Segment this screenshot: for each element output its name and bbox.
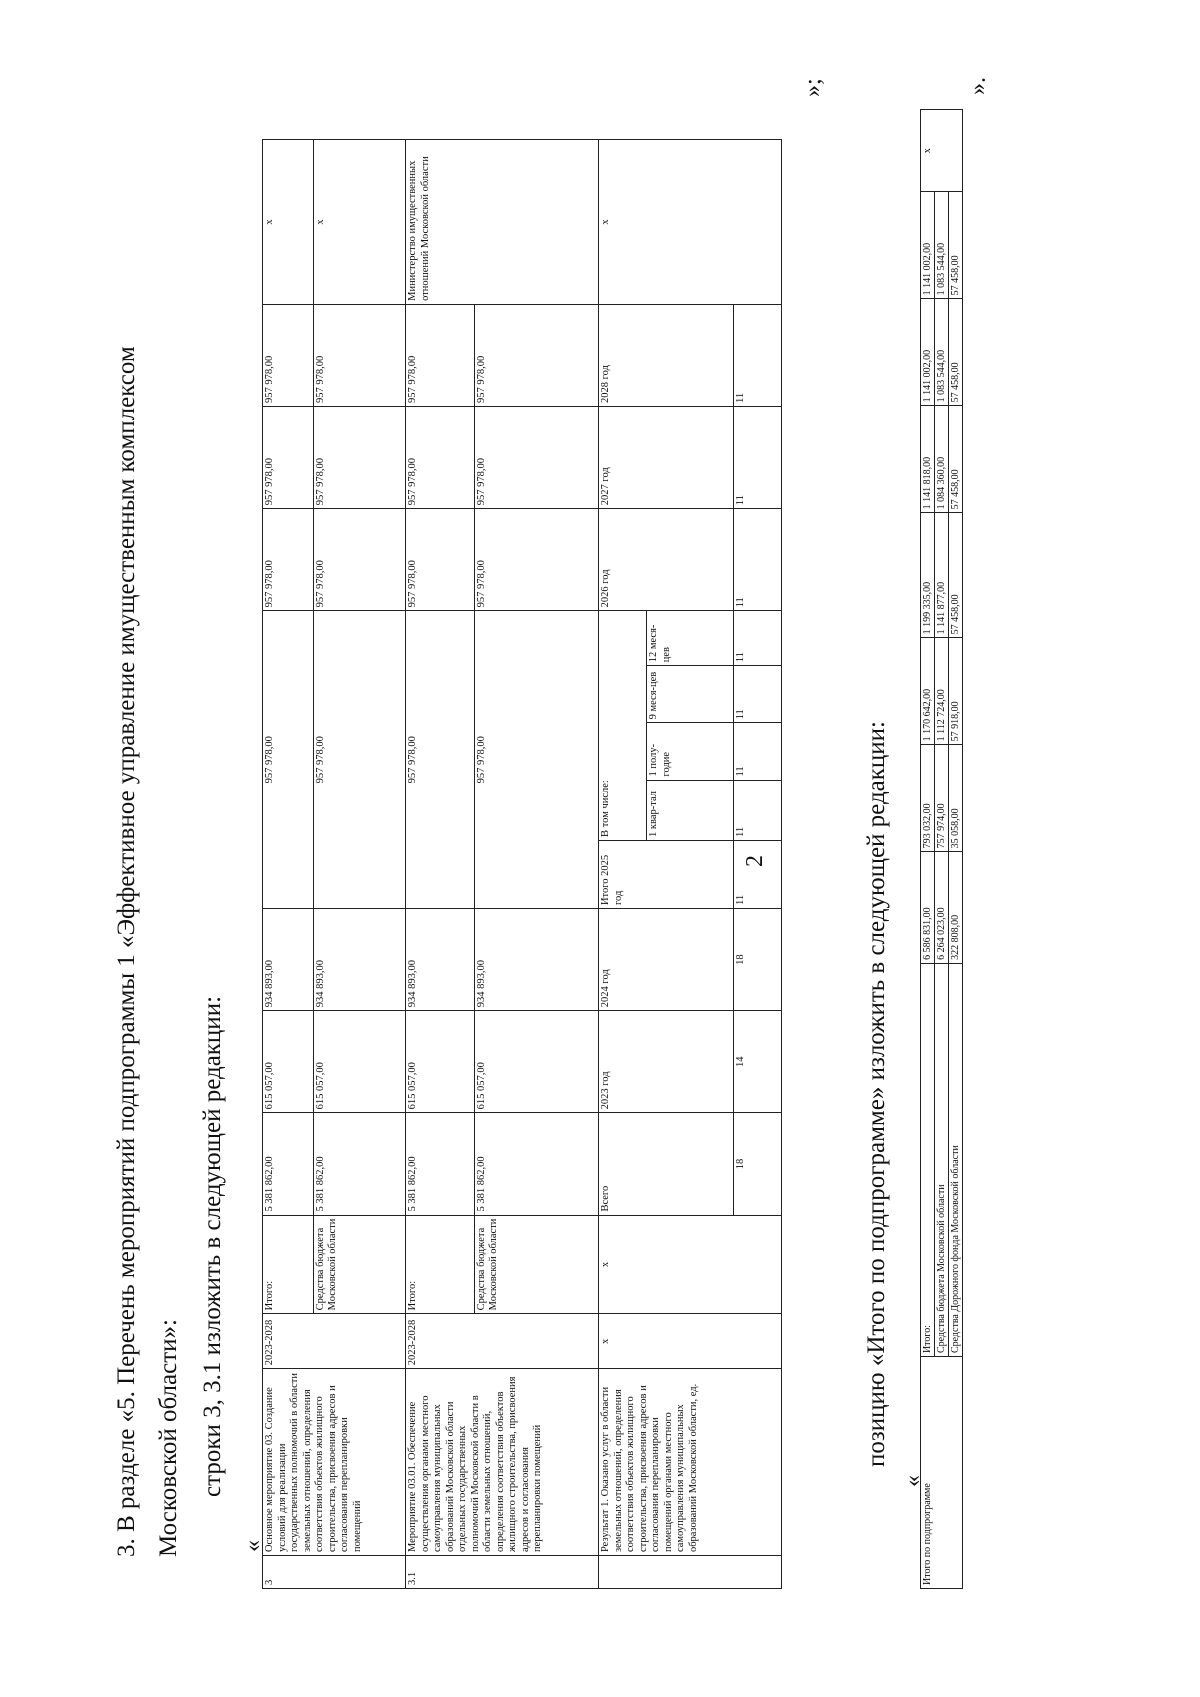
close-quote-2: ». [965, 77, 991, 95]
summary-cell: 757 974,00 [935, 745, 949, 852]
summary-cell: 322 808,00 [949, 852, 963, 964]
value-2026: 11 [733, 509, 781, 611]
cell-2027: 957 978,00 [313, 407, 405, 509]
cell-2025: 957 978,00 [406, 611, 475, 909]
cell-2028: 957 978,00 [474, 304, 598, 406]
cell-2023: 615 057,00 [406, 1011, 475, 1113]
result-source-x: x [599, 1215, 782, 1314]
value-2024: 18 [733, 909, 781, 1011]
summary-cell: 57 458,00 [949, 513, 963, 638]
section-heading-line1: 3. В разделе «5. Перечень мероприятий подпрограммы 1 «Эффективное управление имущественным комплексом [113, 346, 140, 1557]
table-row [263, 140, 314, 1589]
summary-cell: 1 083 544,00 [935, 192, 949, 299]
cell-2025: 957 978,00 [263, 611, 314, 909]
summary-cell: 1 141 002,00 [921, 299, 935, 406]
summary-table [920, 109, 963, 1589]
summary-cell: 1 083 544,00 [935, 299, 949, 406]
value-2023: 14 [733, 1011, 781, 1113]
cell-x: x [313, 140, 405, 305]
table-row [406, 140, 475, 1589]
summary-cell: 1 141 877,00 [935, 513, 949, 638]
row-number: 3 [263, 1556, 406, 1589]
cell-2023: 615 057,00 [313, 1011, 405, 1113]
instruction-summary: позицию «Итого по подпрограмме» изложить в следующей редакции: [863, 721, 890, 1467]
header-m9: 9 меся-цев [647, 666, 734, 723]
summary-cell: 6 586 831,00 [921, 852, 935, 964]
summary-cell: 57 458,00 [949, 406, 963, 513]
close-quote-1: »; [800, 78, 826, 97]
summary-cell: 6 264 023,00 [935, 852, 949, 964]
responsible: Министерство имущественных отношений Московской области [406, 140, 599, 305]
table-row [599, 140, 647, 1589]
section-heading-line2: Московской области»: [155, 1319, 182, 1557]
measure-name: Мероприятие 03.01. Обеспечение осуществления органами местного самоуправления муниципальных образований Московской области отдельных государственных полномочий Московской области в области земельных отношений, определения соответствия объектов жилищного строительства, присвоения адресов и согласования перепланировки помещений [406, 1369, 599, 1556]
cell-2027: 957 978,00 [406, 407, 475, 509]
cell-2027: 957 978,00 [263, 407, 314, 509]
header-h1: 1 полу-годие [647, 723, 734, 780]
source-total: Итого: [263, 1215, 314, 1314]
summary-cell: 1 199 335,00 [921, 513, 935, 638]
summary-cell: 1 170 642,00 [921, 638, 935, 745]
summary-cell: 57 458,00 [949, 299, 963, 406]
cell-2026: 957 978,00 [313, 509, 405, 611]
summary-cell: 1 141 002,00 [921, 192, 935, 299]
cell-2024: 934 893,00 [313, 909, 405, 1011]
summary-cell: 1 112 724,00 [935, 638, 949, 745]
cell-2024: 934 893,00 [474, 909, 598, 1011]
open-quote-1: « [240, 1540, 266, 1552]
header-2024: 2024 год [599, 909, 734, 1011]
summary-cell: 1 141 818,00 [921, 406, 935, 513]
header-q1: 1 квар-тал [647, 780, 734, 840]
summary-cell: 57 458,00 [949, 192, 963, 299]
summary-label: Итого по подпрограмме [921, 1357, 963, 1589]
cell-2023: 615 057,00 [474, 1011, 598, 1113]
summary-source: Итого: [921, 963, 935, 1356]
value-2025: 11 [733, 840, 781, 908]
value-h1: 11 [733, 723, 781, 780]
measure-name: Основное мероприятие 03. Создание условий для реализации государственных полномочий в области земельных отношений, определения соответствия объектов жилищного строительства, присвоения адресов и согласования перепланировки помещений [263, 1369, 406, 1556]
row-number: 3.1 [406, 1556, 599, 1589]
value-2027: 11 [733, 407, 781, 509]
summary-source: Средства Дорожного фонда Московской области [949, 963, 963, 1356]
period: 2023-2028 [263, 1314, 406, 1369]
cell-2026: 957 978,00 [474, 509, 598, 611]
result-period-x: x [599, 1314, 782, 1369]
source-budget: Средства бюджета Московской области [474, 1215, 598, 1314]
instruction-rows: строки 3, 3.1 изложить в следующей редакции: [199, 995, 226, 1497]
header-incl: В том числе: [599, 611, 647, 841]
cell-2024: 934 893,00 [406, 909, 475, 1011]
value-m9: 11 [733, 666, 781, 723]
header-2028: 2028 год [599, 304, 734, 406]
header-2023: 2023 год [599, 1011, 734, 1113]
cell-x: x [263, 140, 314, 305]
cell-total: 5 381 862,00 [474, 1113, 598, 1215]
cell-2028: 957 978,00 [313, 304, 405, 406]
header-total: Всего [599, 1113, 734, 1215]
value-2028: 11 [733, 304, 781, 406]
value-m12: 11 [733, 611, 781, 666]
header-2026: 2026 год [599, 509, 734, 611]
summary-source: Средства бюджета Московской области [935, 963, 949, 1356]
period: 2023-2028 [406, 1314, 599, 1369]
header-m12: 12 меся-цев [647, 611, 734, 666]
cell-2023: 615 057,00 [263, 1011, 314, 1113]
cell-2026: 957 978,00 [406, 509, 475, 611]
summary-row [921, 110, 935, 1589]
cell-2027: 957 978,00 [474, 407, 598, 509]
header-2027: 2027 год [599, 407, 734, 509]
summary-x: x [921, 110, 963, 192]
result-name: Результат 1. Оказано услуг в области земельных отношений, определения соответствия объектов жилищного строительства, присвоения адресов и согласования перепланировки помещений органами местного самоуправления муниципальных образований Московской области, ед. [599, 1369, 782, 1556]
source-budget: Средства бюджета Московской области [313, 1215, 405, 1314]
summary-cell: 35 058,00 [949, 745, 963, 852]
open-quote-2: « [900, 1475, 926, 1487]
cell-2024: 934 893,00 [263, 909, 314, 1011]
header-itogo-2025: Итого 2025 год [599, 840, 734, 908]
summary-cell: 1 084 360,00 [935, 406, 949, 513]
cell-2028: 957 978,00 [406, 304, 475, 406]
value-total: 18 [733, 1113, 781, 1215]
summary-cell: 57 918,00 [949, 638, 963, 745]
value-q1: 11 [733, 780, 781, 840]
cell-total: 5 381 862,00 [313, 1113, 405, 1215]
summary-cell: 793 032,00 [921, 745, 935, 852]
cell-2025: 957 978,00 [313, 611, 405, 909]
page-number: 2 [742, 855, 768, 867]
cell-2025: 957 978,00 [474, 611, 598, 909]
cell-2028: 957 978,00 [263, 304, 314, 406]
measures-table [262, 139, 782, 1589]
cell-total: 5 381 862,00 [263, 1113, 314, 1215]
cell-2026: 957 978,00 [263, 509, 314, 611]
cell-total: 5 381 862,00 [406, 1113, 475, 1215]
source-total: Итого: [406, 1215, 475, 1314]
result-resp-x: x [599, 140, 782, 305]
